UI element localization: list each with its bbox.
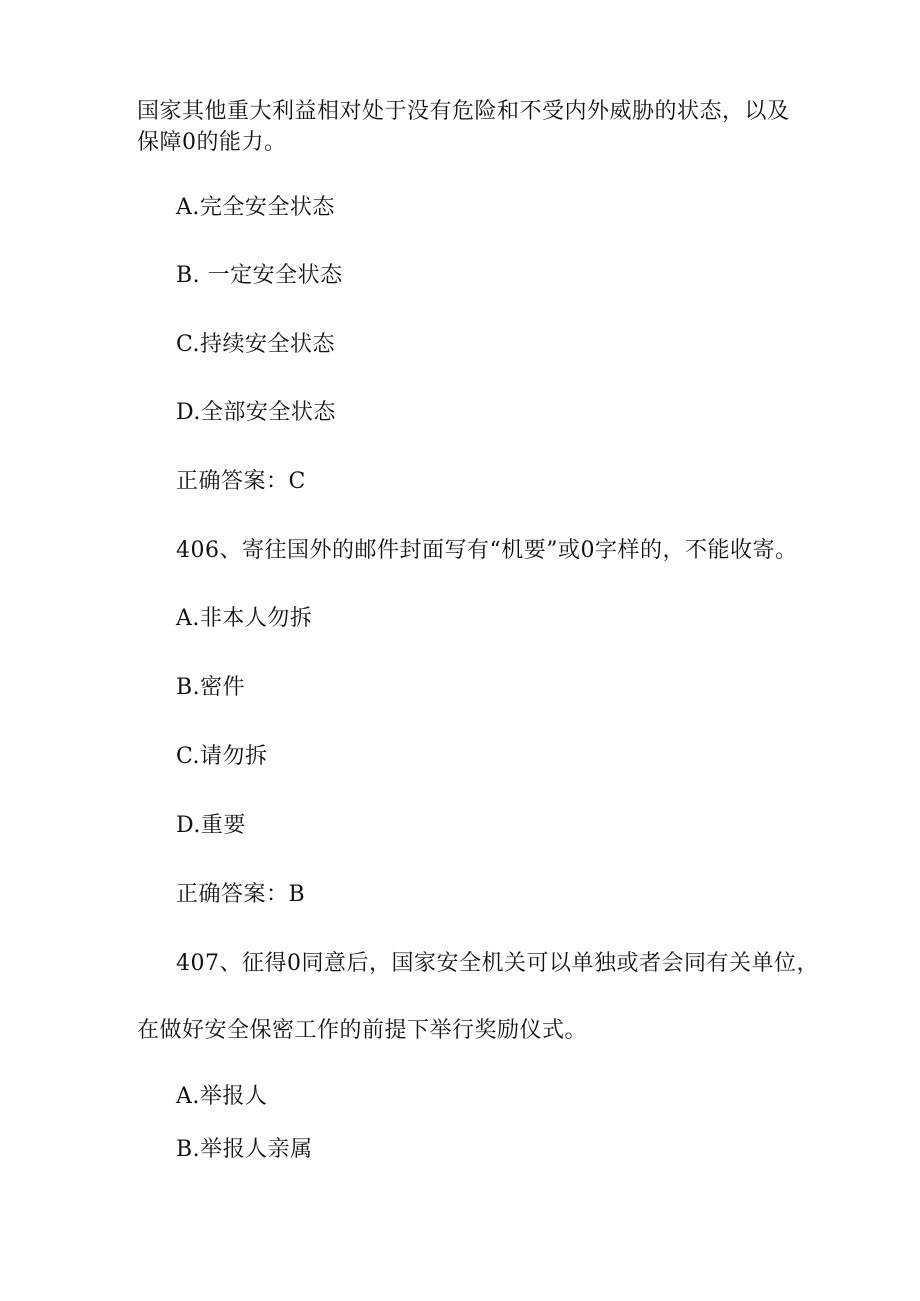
question-407-option-b: B.举报人亲属 — [176, 1137, 313, 1162]
question-407-stem-line-1: 407、征得0同意后，国家安全机关可以单独或者会同有关单位， — [176, 951, 819, 976]
question-407-option-a: A.举报人 — [176, 1084, 268, 1109]
question-405-option-b: B. 一定安全状态 — [176, 263, 343, 288]
question-405-option-c: C.持续安全状态 — [176, 332, 336, 357]
question-405-option-d: D.全部安全状态 — [176, 400, 336, 425]
question-406-option-a: A.非本人勿拆 — [176, 606, 313, 631]
question-405-stem-line-1: 国家其他重大利益相对处于没有危险和不受内外威胁的状态，以及 — [137, 99, 790, 124]
question-405-stem-line-2: 保障0的能力。 — [137, 130, 287, 155]
question-407-stem-line-2: 在做好安全保密工作的前提下举行奖励仪式。 — [137, 1018, 588, 1043]
question-405-answer: 正确答案：C — [176, 469, 306, 494]
question-405-option-a: A.完全安全状态 — [176, 195, 335, 220]
question-406-option-b: B.密件 — [176, 675, 246, 700]
question-406-stem: 406、寄往国外的邮件封面写有“机要”或0字样的，不能收寄。 — [176, 538, 798, 563]
question-406-answer: 正确答案：B — [176, 882, 306, 907]
question-406-option-d: D.重要 — [176, 813, 246, 838]
question-406-option-c: C.请勿拆 — [176, 744, 268, 769]
